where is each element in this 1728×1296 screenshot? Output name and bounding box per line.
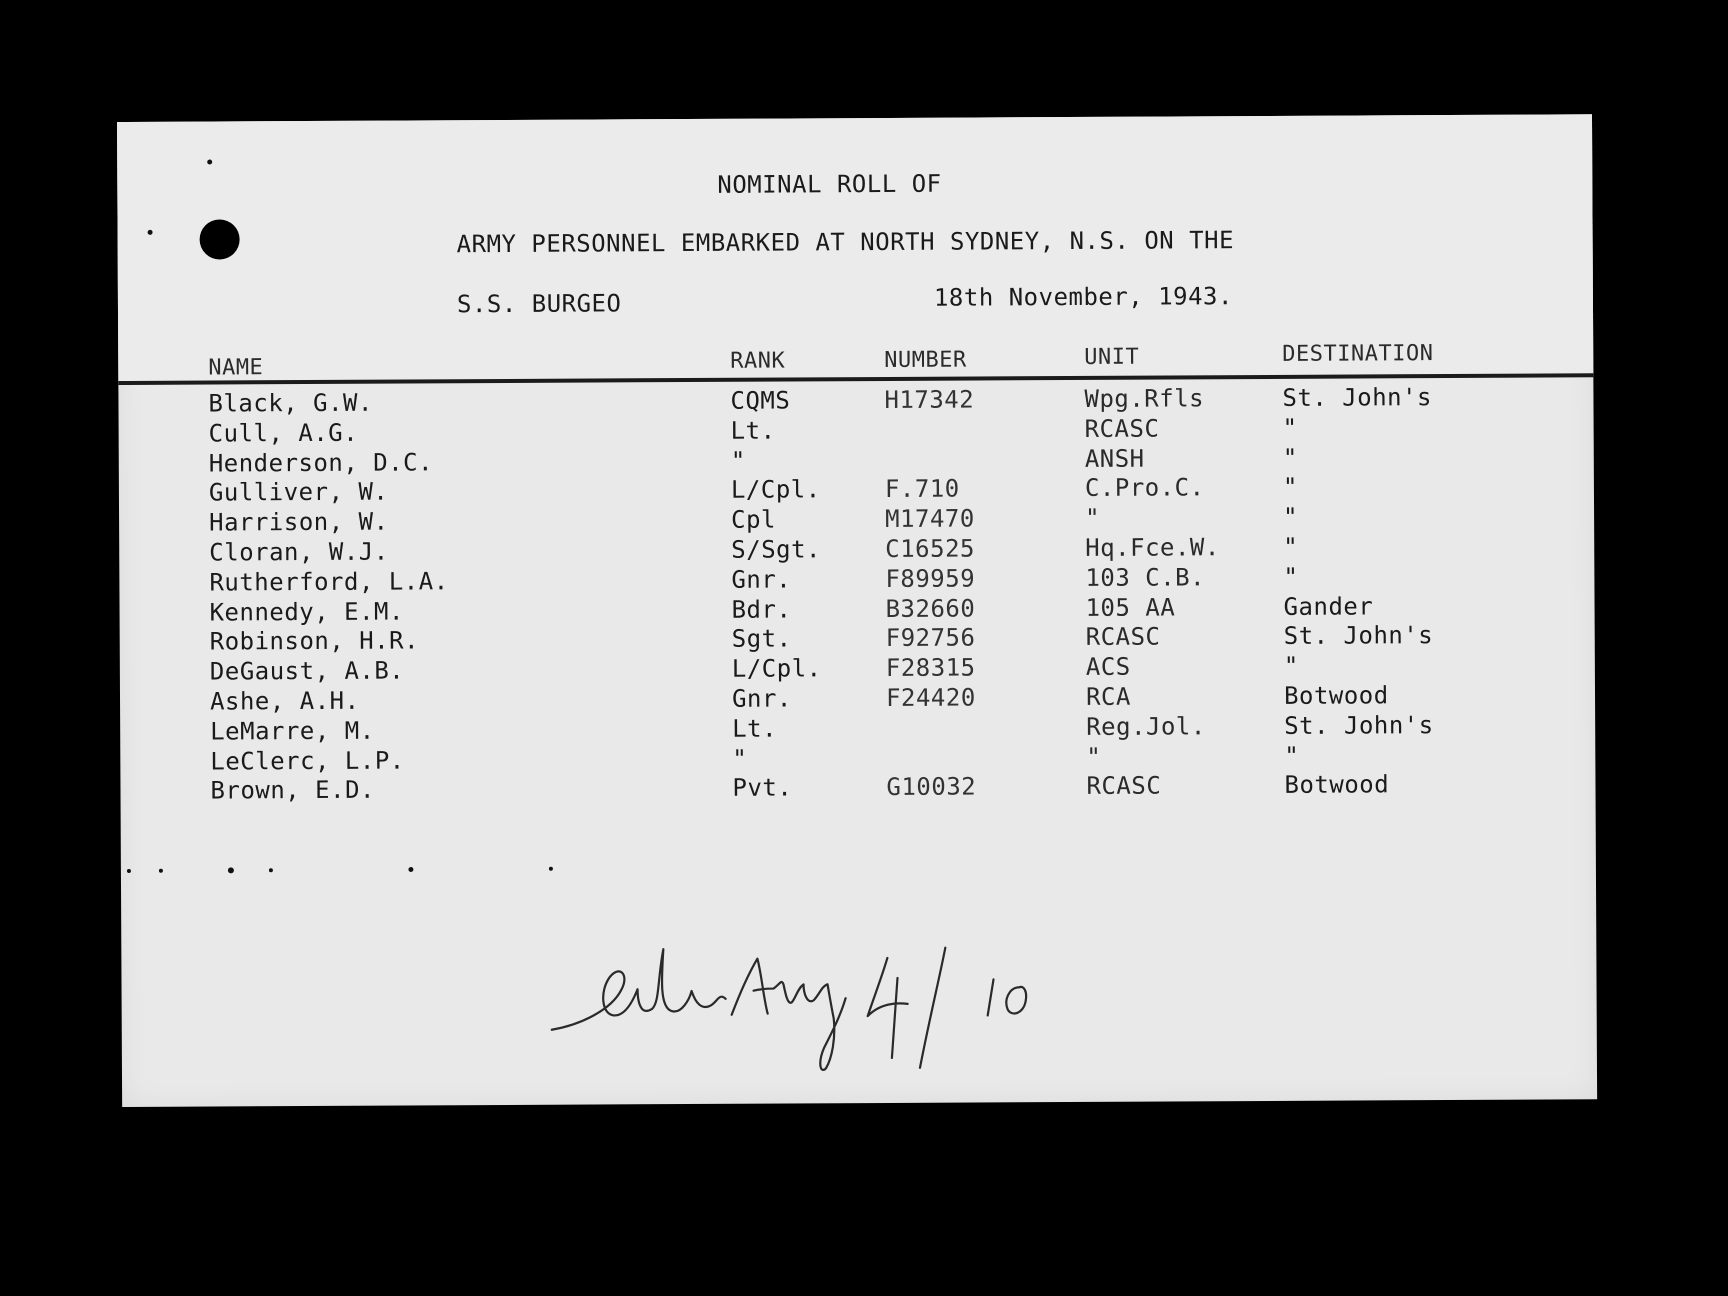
col-header-destination: DESTINATION [1282, 341, 1434, 367]
person-name: Black, G.W. [208, 388, 373, 418]
handwritten-note-image [541, 917, 1062, 1120]
person-name: Robinson, H.R. [209, 626, 420, 656]
person-destination: " [1282, 443, 1298, 472]
roll-row [120, 770, 1595, 808]
col-header-name: NAME [208, 355, 264, 381]
speck [148, 230, 153, 235]
person-unit: 103 C.B. [1085, 563, 1206, 592]
person-rank: Cpl [731, 505, 777, 534]
person-unit: RCASC [1084, 414, 1160, 443]
service-number: F.710 [884, 474, 960, 504]
person-destination: St. John's [1282, 383, 1433, 412]
person-rank: Gnr. [731, 684, 792, 713]
roll-title: NOMINAL ROLL OF [717, 169, 942, 199]
perforation-dots [121, 866, 581, 874]
person-destination: " [1284, 741, 1300, 770]
person-unit: ANSH [1084, 444, 1145, 473]
person-destination: " [1283, 532, 1299, 561]
service-number: M17470 [885, 504, 975, 534]
person-rank: Pvt. [732, 773, 793, 803]
person-unit: " [1085, 504, 1101, 533]
col-header-number: NUMBER [884, 347, 967, 373]
ship-name: S.S. BURGEO [456, 289, 622, 319]
person-unit: RCA [1085, 682, 1131, 711]
person-unit: Reg.Jol. [1086, 712, 1206, 741]
embark-date: 18th November, 1943. [933, 282, 1233, 312]
person-rank: Lt. [732, 714, 778, 743]
person-destination: " [1283, 652, 1299, 681]
person-destination: " [1283, 562, 1299, 591]
roll-subtitle: ARMY PERSONNEL EMBARKED AT NORTH SYDNEY, N.S. ON THE [456, 226, 1235, 259]
person-rank: " [732, 744, 748, 773]
service-number: F89959 [885, 564, 976, 593]
service-number: B32660 [885, 594, 976, 623]
person-name: Harrison, W. [209, 507, 389, 537]
person-unit: 105 AA [1085, 593, 1176, 622]
person-unit: C.Pro.C. [1084, 473, 1205, 503]
person-name: LeMarre, M. [210, 716, 375, 746]
person-destination: St. John's [1284, 710, 1434, 740]
service-number: H17342 [884, 385, 975, 414]
person-unit: Hq.Fce.W. [1085, 533, 1220, 562]
person-name: Ashe, A.H. [209, 686, 360, 716]
person-rank: S/Sgt. [731, 535, 822, 564]
person-name: Gulliver, W. [208, 477, 389, 507]
service-number: F28315 [885, 653, 976, 683]
person-destination: Botwood [1284, 770, 1390, 800]
person-rank: CQMS [730, 386, 791, 415]
col-header-rank: RANK [730, 348, 786, 374]
person-name: Cloran, W.J. [209, 537, 389, 567]
person-unit: ACS [1085, 652, 1131, 682]
handwritten-note [541, 917, 1062, 1120]
person-destination: Botwood [1283, 681, 1389, 710]
person-destination: St. John's [1283, 621, 1434, 651]
col-header-unit: UNIT [1084, 344, 1140, 370]
person-name: LeClerc, L.P. [210, 746, 405, 776]
service-number: F24420 [885, 683, 976, 712]
person-rank: L/Cpl. [730, 475, 821, 505]
service-number: C16525 [885, 534, 976, 563]
person-name: Cull, A.G. [208, 418, 359, 448]
person-rank: Bdr. [731, 595, 792, 624]
person-destination: " [1282, 413, 1298, 442]
person-unit: Wpg.Rfls [1084, 384, 1205, 413]
nominal-roll-card [117, 114, 1597, 1107]
person-unit: RCASC [1085, 622, 1161, 652]
person-name: Brown, E.D. [210, 776, 376, 805]
service-number: G10032 [886, 772, 977, 802]
person-rank: Lt. [730, 416, 776, 445]
person-rank: Sgt. [731, 624, 792, 654]
person-name: Henderson, D.C. [208, 447, 434, 478]
speck [207, 160, 212, 165]
person-name: DeGaust, A.B. [209, 656, 405, 686]
person-name: Kennedy, E.M. [209, 597, 404, 627]
person-destination: Gander [1283, 592, 1374, 621]
service-number: F92756 [885, 623, 976, 653]
person-destination: " [1282, 473, 1298, 502]
person-unit: " [1086, 742, 1102, 771]
person-destination: " [1283, 503, 1299, 532]
person-rank: Gnr. [731, 565, 792, 594]
person-unit: RCASC [1086, 771, 1162, 801]
person-name: Rutherford, L.A. [209, 567, 449, 597]
person-rank: L/Cpl. [731, 654, 822, 683]
person-rank: " [730, 446, 746, 475]
punch-hole [200, 219, 240, 259]
